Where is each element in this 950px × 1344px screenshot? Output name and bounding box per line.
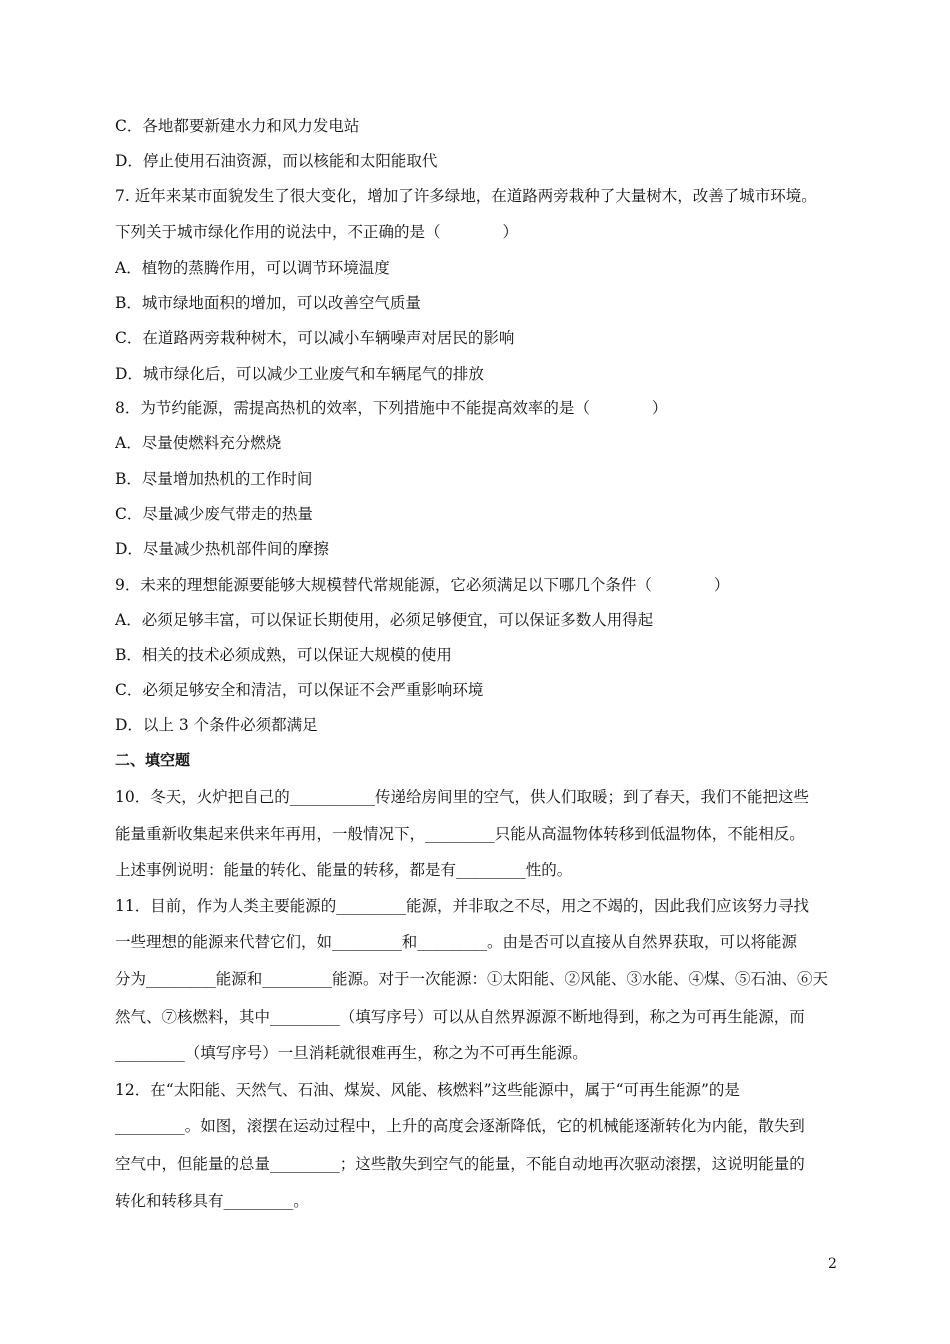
question-10-line3: 上述事例说明：能量的转化、能量的转移，都是有_________性的。 xyxy=(115,861,573,879)
question-12-line3: 空气中，但能量的总量_________；这些散失到空气的能量，不能自动地再次驱动滚摆，这说明能量的 xyxy=(115,1155,805,1173)
option-7c: C．在道路两旁栽种树木，可以减小车辆噪声对居民的影响 xyxy=(115,329,515,347)
question-7-stem-line1: 7. 近年来某市面貌发生了很大变化，增加了许多绿地，在道路两旁栽种了大量树木，改善了城市环境。 xyxy=(115,187,817,205)
question-11-line4: 然气、⑦核燃料，其中_________（填写序号）可以从自然界源源不断地得到，称之为可再生能源，而 xyxy=(115,1008,805,1026)
option-9d: D．以上 3 个条件必须都满足 xyxy=(115,716,318,734)
question-10-line2: 能量重新收集起来供来年再用，一般情况下，_________只能从高温物体转移到低温物体，不能相反。 xyxy=(115,825,805,843)
page-number: 2 xyxy=(828,1256,837,1272)
option-6d: D．停止使用石油资源，而以核能和太阳能取代 xyxy=(115,152,438,170)
option-9b: B．相关的技术必须成熟，可以保证大规模的使用 xyxy=(115,646,452,664)
section-heading-fill-blank: 二、填空题 xyxy=(115,751,191,769)
question-12-line4: 转化和转移具有_________。 xyxy=(115,1192,309,1210)
option-8c: C．尽量减少废气带走的热量 xyxy=(115,505,313,523)
question-11-line2: 一些理想的能源来代替它们，如_________和_________。由是否可以直接从自然界获取，可以将能源 xyxy=(115,933,798,951)
option-9c: C．必须足够安全和清洁，可以保证不会严重影响环境 xyxy=(115,681,484,699)
question-12-line1: 12．在“太阳能、天然气、石油、煤炭、风能、核燃料”这些能源中，属于“可再生能源”的是 xyxy=(115,1081,740,1099)
option-7b: B．城市绿地面积的增加，可以改善空气质量 xyxy=(115,294,421,312)
option-7d: D．城市绿化后，可以减少工业废气和车辆尾气的排放 xyxy=(115,365,484,383)
question-11-line3: 分为_________能源和_________能源。对于一次能源：①太阳能、②风能、③水能、④煤、⑤石油、⑥天 xyxy=(115,970,829,988)
question-11-line5: _________（填写序号）一旦消耗就很难再生，称之为不可再生能源。 xyxy=(115,1044,588,1062)
option-9a: A．必须足够丰富，可以保证长期使用，必须足够便宜，可以保证多数人用得起 xyxy=(115,611,654,629)
question-11-line1: 11．目前，作为人类主要能源的_________能源，并非取之不尽，用之不竭的，因此我们应该努力寻找 xyxy=(115,897,809,915)
question-7-stem-line2: 下列关于城市绿化作用的说法中，不正确的是（ ） xyxy=(115,223,519,241)
question-9-stem: 9．未来的理想能源要能够大规模替代常规能源，它必须满足以下哪几个条件（ ） xyxy=(115,576,730,594)
option-8b: B．尽量增加热机的工作时间 xyxy=(115,470,313,488)
option-6c: C．各地都要新建水力和风力发电站 xyxy=(115,117,360,135)
option-7a: A．植物的蒸腾作用，可以调节环境温度 xyxy=(115,259,390,277)
option-8d: D．尽量减少热机部件间的摩擦 xyxy=(115,540,329,558)
question-8-stem: 8．为节约能源，需提高热机的效率，下列措施中不能提高效率的是（ ） xyxy=(115,399,668,417)
option-8a: A．尽量使燃料充分燃烧 xyxy=(115,434,282,452)
question-12-line2: _________。如图，滚摆在运动过程中，上升的高度会逐渐降低，它的机械能逐渐转化为内能，散失到 xyxy=(115,1117,805,1135)
question-10-line1: 10．冬天，火炉把自己的___________传递给房间里的空气，供人们取暖；到了春天，我们不能把这些 xyxy=(115,788,809,806)
